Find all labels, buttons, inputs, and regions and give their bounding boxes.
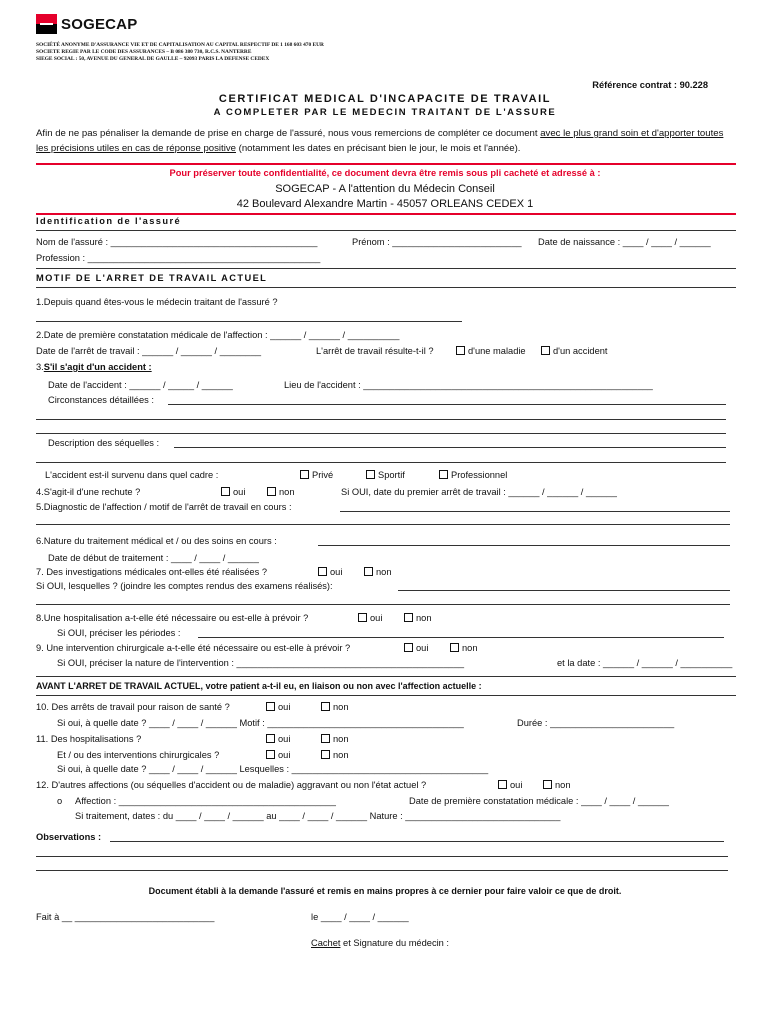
q3-sequelles-label: Description des séquelles : — [48, 438, 160, 448]
non-label: non — [333, 750, 349, 760]
checkbox[interactable] — [439, 470, 448, 479]
q9-date-field[interactable]: et la date : ______ / ______ / __________ — [557, 658, 733, 668]
checkbox[interactable] — [498, 780, 507, 789]
sequelles-line[interactable] — [174, 447, 726, 448]
opt-pro-label: Professionnel — [451, 470, 508, 480]
q3-cadre-label: L'accident est-il survenu dans quel cadre : — [45, 470, 219, 480]
confidential-notice: Pour préserver toute confidentialité, ce document devra être remis sous pli cacheté et adressé à : — [169, 168, 601, 178]
q9-non[interactable] — [450, 643, 478, 653]
circonstances-line[interactable] — [36, 433, 726, 434]
q9-nature-field[interactable]: Si OUI, préciser la nature de l'intervention : ____________________________________________ — [57, 658, 465, 668]
q2-arret-date[interactable]: Date de l'arrêt de travail : ______ / ______ / ________ — [36, 346, 262, 356]
profession-field[interactable]: Profession : _____________________________________________ — [36, 253, 321, 263]
checkbox[interactable] — [404, 613, 413, 622]
oui-label: oui — [370, 613, 383, 623]
non-label: non — [416, 613, 432, 623]
q6-date-debut[interactable]: Date de début de traitement : ____ / ____ / ______ — [48, 553, 259, 563]
q11-date-lesquelles[interactable]: Si oui, à quelle date ? ____ / ____ / ______ Lesquelles : ______________________________________ — [57, 764, 489, 774]
observations-label: Observations : — [36, 832, 102, 842]
intro-text-end: (notamment les dates en précisant bien le jour, le mois et l'année). — [235, 143, 521, 154]
checkbox[interactable] — [321, 750, 330, 759]
intro-emphasis: avec le plus grand soin et d'apporter toutes les précisions utiles en cas de réponse positive — [36, 128, 724, 154]
non-label: non — [555, 780, 571, 790]
logo-separator — [40, 23, 53, 25]
q9-label: 9. Une intervention chirurgicale a-t-elle été nécessaire ou est-elle à prévoir ? — [36, 643, 351, 653]
q1-answer-line[interactable] — [36, 321, 462, 322]
signature-text: et Signature du médecin : — [340, 938, 449, 948]
q6-line[interactable] — [318, 545, 730, 546]
document-title: CERTIFICAT MEDICAL D'INCAPACITE DE TRAVAIL — [218, 93, 552, 105]
opt-sportif[interactable] — [366, 470, 405, 480]
q3-lieu-accident[interactable]: Lieu de l'accident : ________________________________________________________ — [284, 380, 653, 390]
nom-field[interactable]: Nom de l'assuré : ________________________________________ — [36, 237, 318, 247]
q11b-label: Et / ou des interventions chirurgicales ? — [57, 750, 220, 760]
q3-date-accident[interactable]: Date de l'accident : ______ / _____ / ______ — [48, 380, 233, 390]
q11-non[interactable] — [321, 734, 349, 744]
oui-label: oui — [510, 780, 523, 790]
checkbox[interactable] — [266, 734, 275, 743]
legal-line-2: SOCIETE REGIE PAR LE CODE DES ASSURANCES – B 086 380 730, R.C.S. NANTERRE — [36, 49, 252, 55]
checkbox[interactable] — [364, 567, 373, 576]
q10-date-motif[interactable]: Si oui, à quelle date ? ____ / ____ / ______ Motif : ______________________________________ — [57, 718, 464, 728]
checkbox[interactable] — [541, 346, 550, 355]
section-divider — [36, 287, 736, 288]
checkbox[interactable] — [266, 702, 275, 711]
oui-label: oui — [330, 567, 343, 577]
q4-date-premier-arret[interactable]: Si OUI, date du premier arrêt de travail : ______ / ______ / ______ — [341, 487, 617, 497]
non-label: non — [333, 702, 349, 712]
circonstances-line[interactable] — [168, 404, 726, 405]
date-naissance-field[interactable]: Date de naissance : ____ / ____ / ______ — [538, 237, 711, 247]
section-divider — [36, 230, 736, 231]
observations-line[interactable] — [36, 870, 728, 871]
identification-heading: Identification de l'assuré — [36, 216, 182, 226]
q11b-non[interactable] — [321, 750, 349, 760]
q10-non[interactable] — [321, 702, 349, 712]
q4-label: 4.S'agit-il d'une rechute ? — [36, 487, 141, 497]
section-divider — [36, 268, 736, 269]
address: 42 Boulevard Alexandre Martin - 45057 ORLEANS CEDEX 1 — [236, 198, 534, 210]
circonstances-line[interactable] — [36, 419, 726, 420]
oui-label: oui — [233, 487, 246, 497]
q12-date-constatation[interactable]: Date de première constatation médicale : ____ / ____ / ______ — [409, 796, 669, 806]
q3-title: S'il s'agit d'un accident : — [43, 362, 152, 372]
contract-reference: Référence contrat : 90.228 — [592, 80, 708, 90]
addressee: SOGECAP - A l'attention du Médecin Conseil — [275, 183, 495, 195]
sequelles-line[interactable] — [36, 462, 726, 463]
q12-traitement[interactable]: Si traitement, dates : du ____ / ____ / ______ au ____ / ____ / ______ Nature : ______________________________ — [75, 811, 561, 821]
q12-non[interactable] — [543, 780, 571, 790]
opt-accident[interactable] — [541, 346, 608, 356]
logo-black-block — [36, 24, 57, 34]
intro-paragraph — [36, 126, 736, 156]
avant-heading: AVANT L'ARRET DE TRAVAIL ACTUEL, votre patient a-t-il eu, en liaison ou non avec l'affection actuelle : — [36, 681, 482, 691]
q10-duree[interactable]: Durée : ________________________ — [517, 718, 675, 728]
q12-label: 12. D'autres affections (ou séquelles d'accident ou de maladie) aggravant ou non l'état actuel ? — [36, 780, 427, 790]
q11-oui[interactable] — [266, 734, 290, 744]
q4-oui[interactable] — [221, 487, 245, 497]
non-label: non — [279, 487, 295, 497]
intro-text: Afin de ne pas pénaliser la demande de prise en charge de l'assuré, nous vous remercions de compléter ce document — [36, 128, 541, 139]
q1-label: 1.Depuis quand êtes-vous le médecin traitant de l'assuré ? — [36, 297, 278, 307]
oui-label: oui — [278, 734, 291, 744]
document-subtitle: A COMPLETER PAR LE MEDECIN TRAITANT DE L'ASSURE — [213, 107, 557, 118]
q6-label: 6.Nature du traitement médical et / ou des soins en cours : — [36, 536, 277, 546]
q10-label: 10. Des arrêts de travail pour raison de santé ? — [36, 702, 230, 712]
opt-maladie[interactable] — [456, 346, 526, 356]
q7-line[interactable] — [398, 590, 730, 591]
q8-oui[interactable] — [358, 613, 382, 623]
opt-maladie-label: d'une maladie — [468, 346, 526, 356]
fait-a-field[interactable]: Fait à __ ___________________________ — [36, 912, 215, 922]
checkbox[interactable] — [318, 567, 327, 576]
opt-prive[interactable] — [300, 470, 333, 480]
q12-oui[interactable] — [498, 780, 522, 790]
legal-line-3: SIEGE SOCIAL : 50, AVENUE DU GENERAL DE GAULLE – 92093 PARIS LA DEFENSE CEDEX — [36, 56, 270, 62]
non-label: non — [333, 734, 349, 744]
checkbox[interactable] — [266, 750, 275, 759]
checkbox[interactable] — [450, 643, 459, 652]
checkbox[interactable] — [267, 487, 276, 496]
q3-number: 3. — [36, 362, 44, 372]
q10-oui[interactable] — [266, 702, 290, 712]
checkbox[interactable] — [358, 613, 367, 622]
opt-prive-label: Privé — [312, 470, 334, 480]
signature-label — [311, 938, 449, 948]
q8-non[interactable] — [404, 613, 432, 623]
q8-periodes-label: Si OUI, préciser les périodes : — [57, 628, 181, 638]
section-divider — [36, 695, 736, 696]
section-divider — [36, 676, 736, 677]
legal-line-1: SOCIÉTÉ ANONYME D'ASSURANCE VIE ET DE CAPITALISATION AU CAPITAL RESPECTIF DE 1 168 603 470 EUR — [36, 42, 324, 48]
checkbox[interactable] — [321, 734, 330, 743]
opt-accident-label: d'un accident — [553, 346, 608, 356]
opt-sportif-label: Sportif — [378, 470, 405, 480]
q2-label[interactable]: 2.Date de première constatation médicale de l'affection : ______ / ______ / __________ — [36, 330, 400, 340]
q3-label — [36, 362, 152, 372]
observations-line[interactable] — [36, 856, 728, 857]
observations-line[interactable] — [110, 841, 724, 842]
checkbox[interactable] — [543, 780, 552, 789]
q5-line[interactable] — [340, 511, 730, 512]
q7-lesquelles-label: Si OUI, lesquelles ? (joindre les comptes rendus des examens réalisés): — [36, 581, 333, 591]
q2-cause-label: L'arrêt de travail résulte-t-il ? — [316, 346, 434, 356]
red-divider-top — [36, 163, 736, 165]
checkbox[interactable] — [366, 470, 375, 479]
q8-line[interactable] — [198, 637, 724, 638]
brand-name: SOGECAP — [61, 16, 138, 33]
q5-label: 5.Diagnostic de l'affection / motif de l'arrêt de travail en cours : — [36, 502, 292, 512]
oui-label: oui — [416, 643, 429, 653]
red-divider-bottom — [36, 213, 736, 215]
bullet: o — [57, 796, 63, 806]
oui-label: oui — [278, 702, 291, 712]
checkbox[interactable] — [221, 487, 230, 496]
motif-heading: MOTIF DE L'ARRET DE TRAVAIL ACTUEL — [36, 273, 268, 283]
checkbox[interactable] — [321, 702, 330, 711]
q5-line[interactable] — [36, 524, 730, 525]
statement: Document établi à la demande l'assuré et remis en mains propres à ce dernier pour faire valoir ce que de droit. — [148, 886, 622, 896]
q9-oui[interactable] — [404, 643, 428, 653]
oui-label: oui — [278, 750, 291, 760]
non-label: non — [462, 643, 478, 653]
q3-circonstances-label: Circonstances détaillées : — [48, 395, 154, 405]
q11b-oui[interactable] — [266, 750, 290, 760]
q12-affection[interactable]: Affection : __________________________________________ — [75, 796, 336, 806]
q11-label: 11. Des hospitalisations ? — [36, 734, 142, 744]
date-le-field[interactable]: le ____ / ____ / ______ — [311, 912, 409, 922]
checkbox[interactable] — [404, 643, 413, 652]
q4-non[interactable] — [267, 487, 295, 497]
q8-label: 8.Une hospitalisation a-t-elle été nécessaire ou est-elle à prévoir ? — [36, 613, 309, 623]
prenom-field[interactable]: Prénom : _________________________ — [352, 237, 522, 247]
cachet-label: Cachet — [311, 938, 341, 948]
opt-professionnel[interactable] — [439, 470, 507, 480]
q7-non[interactable] — [364, 567, 392, 577]
q7-line[interactable] — [36, 604, 730, 605]
checkbox[interactable] — [300, 470, 309, 479]
non-label: non — [376, 567, 392, 577]
q7-label: 7. Des investigations médicales ont-elles été réalisées ? — [36, 567, 267, 577]
q7-oui[interactable] — [318, 567, 342, 577]
checkbox[interactable] — [456, 346, 465, 355]
